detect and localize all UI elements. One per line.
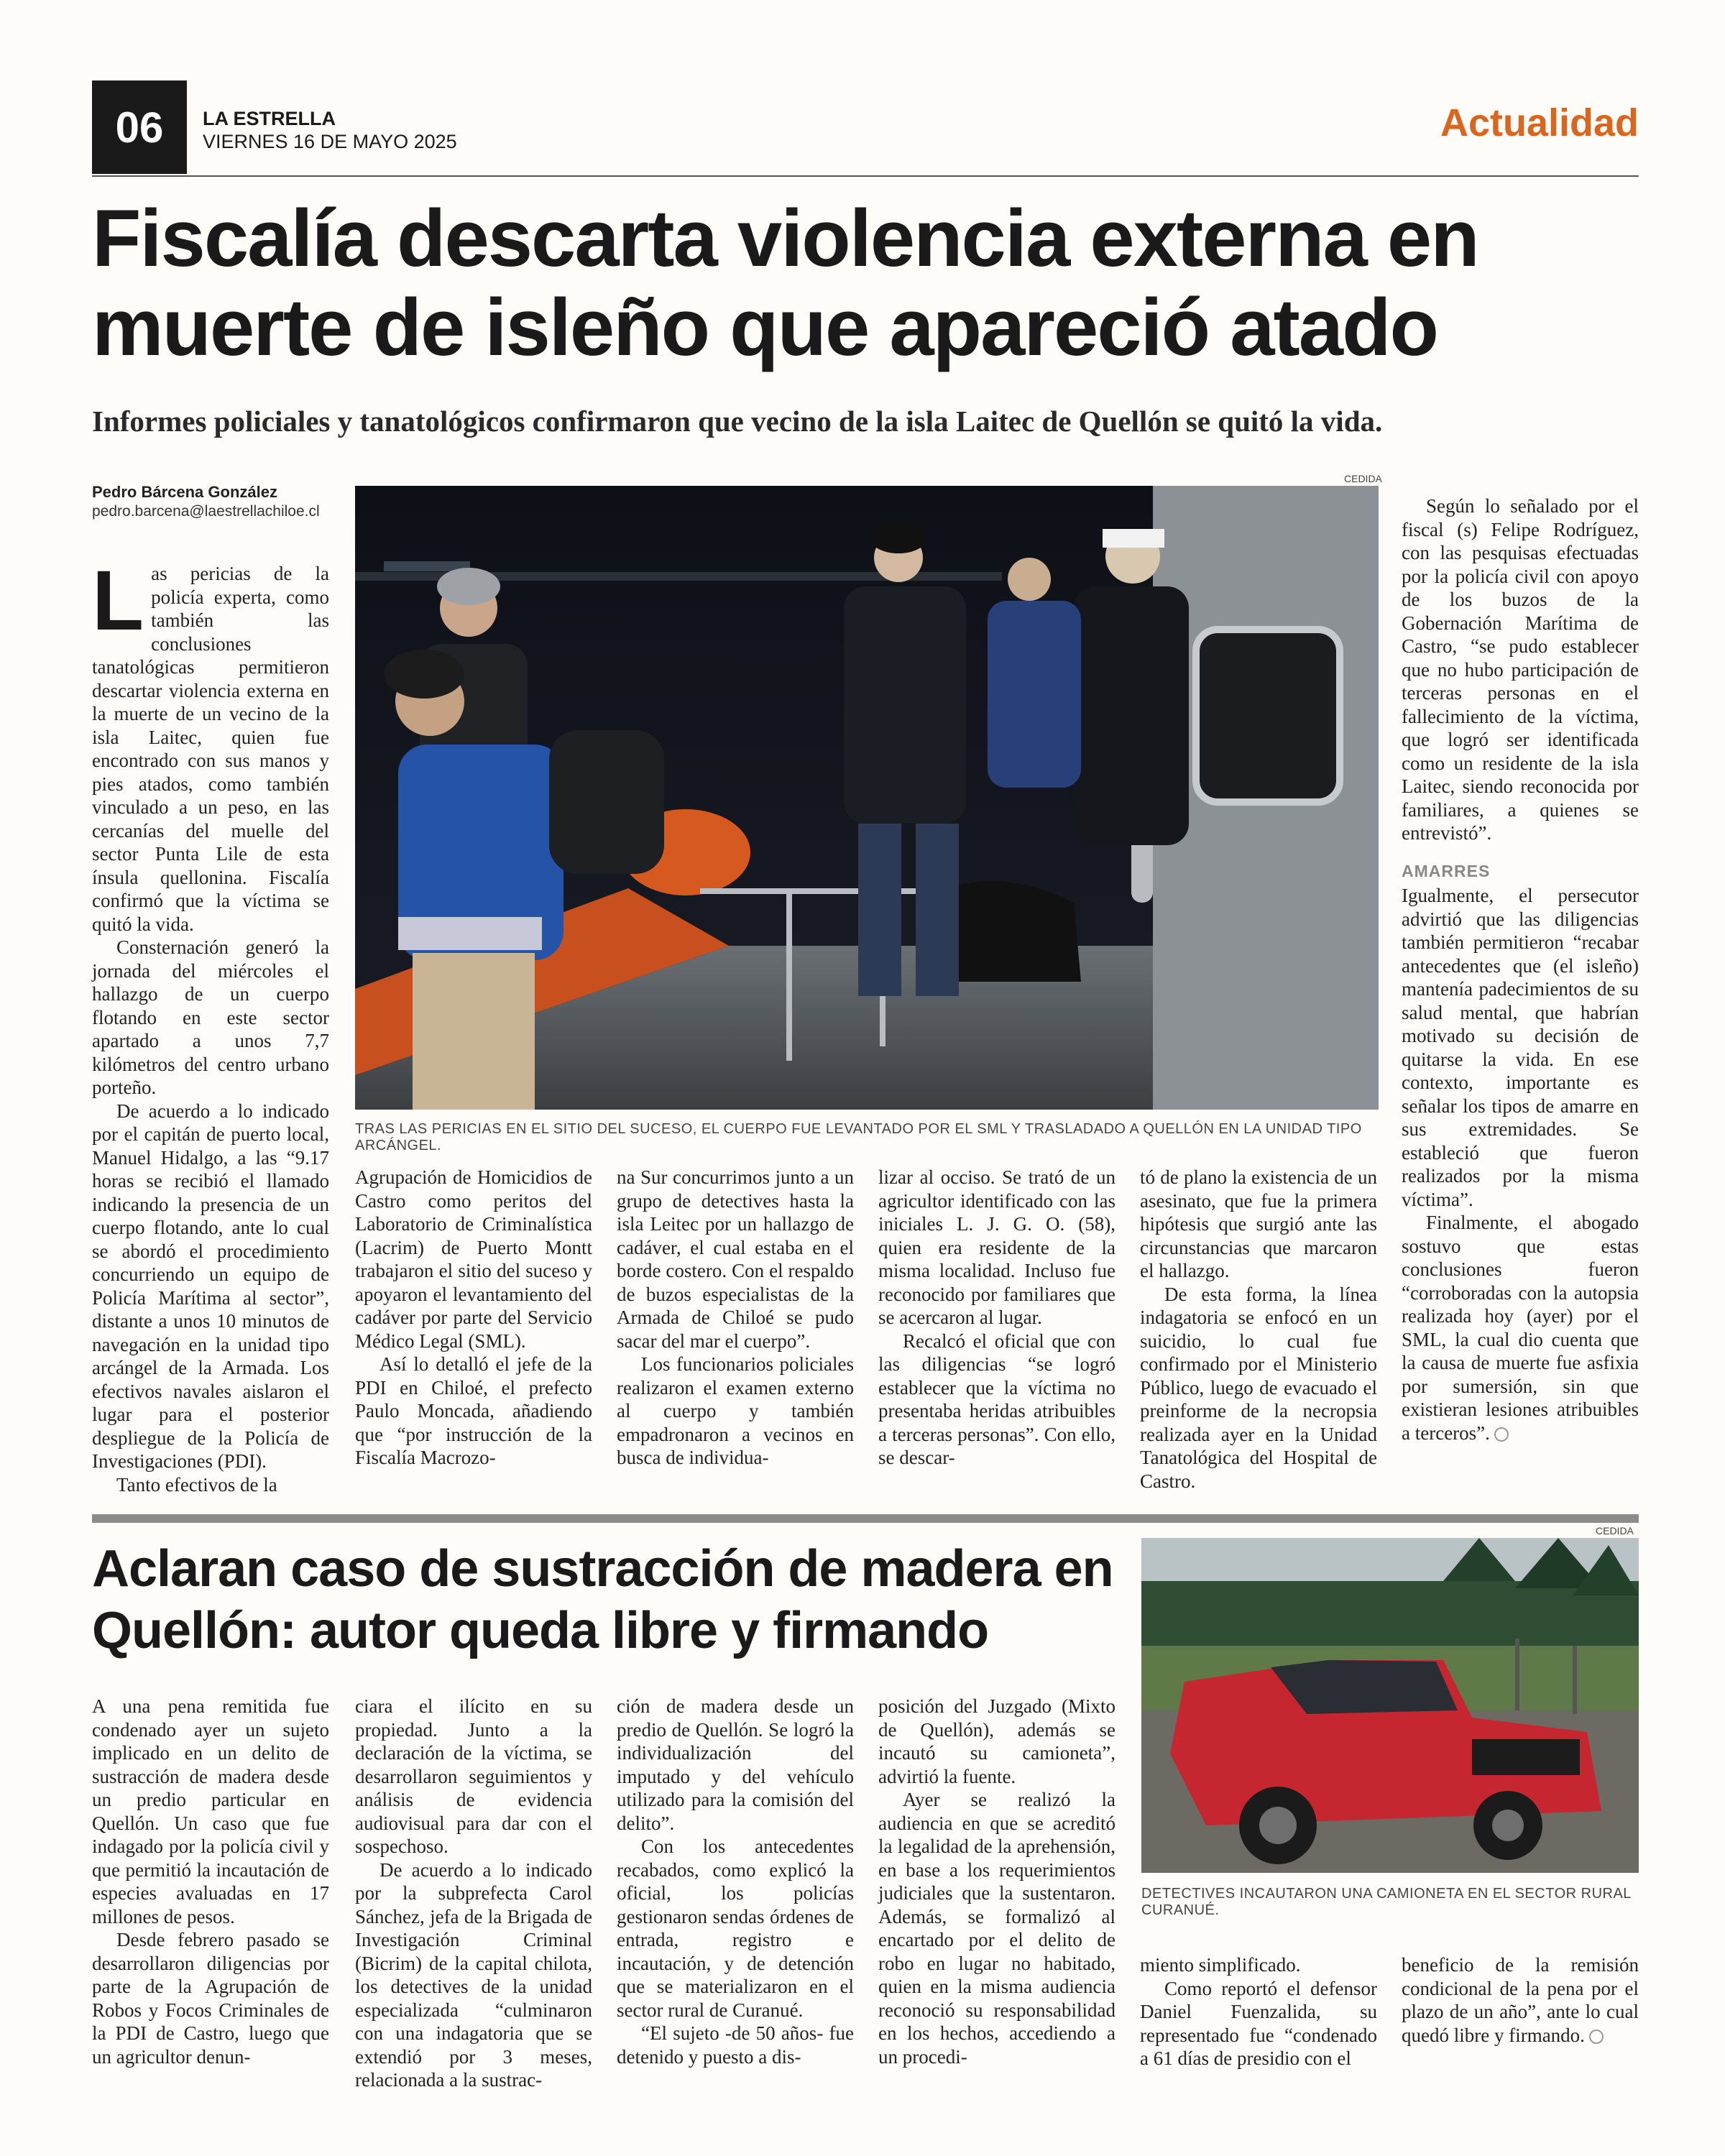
paragraph: miento simplificado. bbox=[1140, 1954, 1301, 1976]
paragraph: ciara el ilícito en su propiedad. Junto a la declaración de la víctima, se desarrollaron seguimientos y análisis de evidencia audiovisual para dar con el sospechoso. bbox=[355, 1695, 592, 1857]
paragraph: Recalcó el oficial que con las diligencias “se logró establecer que la víctima no presentaba heridas atribuibles a terceras personas”. Con ello, se descar- bbox=[878, 1330, 1116, 1468]
article2-photo bbox=[1141, 1538, 1639, 1873]
paragraph: ción de madera desde un predio de Quellón. Se logró la individualización del imputado y del vehículo utilizado para la comisión del delito”. bbox=[617, 1695, 854, 1834]
paragraph: De acuerdo a lo indicado por la subprefecta Carol Sánchez, jefa de la Brigada de Investigación Criminal (Bicrim) de la capital chilota, los detectives de la unidad especializada “culminaron con una indagatoria que se extendió por 3 meses, relacionada a la sustrac- bbox=[355, 1858, 592, 2091]
section-label: Actualidad bbox=[1440, 101, 1639, 144]
headline-line: Fiscalía descarta violencia externa en bbox=[92, 193, 1478, 283]
paragraph: Con los antecedentes recabados, como explicó la oficial, los policías gestionaron sendas órdenes de entrada, registro e incautación, y de detención que se materializaron en el sector rural de Curanué. bbox=[617, 1835, 854, 2021]
boat-night-photo bbox=[355, 486, 1379, 1110]
paragraph: na Sur concurrimos junto a un grupo de detectives hasta la isla Leitec por un hallazgo de cadáver, el cual estaba en el borde costero. Con el respaldo de buzos especialistas de la Armada de Chiloé se pudo sacar del mar el cuerpo”. bbox=[617, 1166, 854, 1352]
article1-photo-caption: TRAS LAS PERICIAS EN EL SITIO DEL SUCESO, EL CUERPO FUE LEVANTADO POR EL SML Y TRASLADADO A QUELLÓN EN LA UNIDAD TIPO ARCÁNGEL. bbox=[355, 1121, 1362, 1153]
paragraph: Desde febrero pasado se desarrollaron diligencias por parte de la Agrupación de Robos y Focos Criminales de la PDI de Castro, luego que un agricultor denun- bbox=[92, 1929, 329, 2068]
headline-line: Quellón: autor queda libre y firmando bbox=[92, 1602, 989, 1659]
article1-headline bbox=[92, 194, 1639, 372]
issue-date: VIERNES 16 DE MAYO 2025 bbox=[203, 131, 457, 152]
article1-photo bbox=[355, 486, 1379, 1110]
page-number: 06 bbox=[92, 80, 187, 174]
paragraph: beneficio de la remisión condicional de la pena por el plazo de un año”, ante lo cual quedó libre y firmando. bbox=[1402, 1954, 1639, 2046]
drop-cap: L bbox=[92, 553, 144, 648]
paragraph: Los funcionarios policiales realizaron el examen externo al cuerpo y también empadronaron a vecinos en busca de individua- bbox=[617, 1353, 854, 1468]
photo-credit: CEDIDA bbox=[1596, 1525, 1634, 1537]
headline-line: muerte de isleño que apareció atado bbox=[92, 282, 1438, 372]
article1-column-4 bbox=[878, 1166, 1116, 1470]
paragraph: De esta forma, la línea indagatoria se enfocó en un suicidio, lo cual fue confirmado por el Ministerio Público, luego de evacuado el preinforme de la necropsia realizada ayer en la Unidad Tanatológica del Hospital de Castro. bbox=[1140, 1283, 1377, 1492]
subheading: AMARRES bbox=[1402, 861, 1491, 880]
article2-column-1 bbox=[92, 1695, 329, 2068]
paragraph: Agrupación de Homicidios de Castro como peritos del Laboratorio de Criminalística (Lacrim) de Puerto Montt trabajaron el sitio del suceso y apoyaron el levantamiento del cadáver por parte del Servicio Médico Legal (SML). bbox=[355, 1166, 592, 1352]
paragraph: Las pericias de la policía experta, como también las conclusiones tanatológicas permitieron descartar violencia externa en la muerte de un vecino de la isla Laitec, quien fue encontrado con sus manos y pies atados, como también vinculado a un peso, en las cercanías del muelle del sector Punta Lile de esta ínsula quellonina. Fiscalía confirmó que la víctima se quitó la vida. bbox=[92, 553, 329, 935]
article2-photo-caption: DETECTIVES INCAUTARON UNA CAMIONETA EN EL SECTOR RURAL CURANUÉ. bbox=[1141, 1886, 1632, 1918]
paragraph: Como reportó el defensor Daniel Fuenzalida, su representado fue “condenado a 61 días de presidio con el bbox=[1140, 1977, 1377, 2069]
author-email: pedro.barcena@laestrellachiloe.cl bbox=[92, 503, 320, 520]
article2-headline bbox=[92, 1538, 1127, 1662]
article1-lede: Informes policiales y tanatológicos confirmaron que vecino de la isla Laitec de Quellón se quitó la vida. bbox=[92, 405, 1383, 438]
paragraph: A una pena remitida fue condenado ayer un sujeto implicado en un delito de sustracción de madera desde un predio particular en Quellón. Un caso que fue indagado por la policía civil y que permitió la incautación de especies avaluadas en 17 millones de pesos. bbox=[92, 1695, 329, 1927]
article2-column-2 bbox=[355, 1695, 592, 2092]
paragraph: Finalmente, el abogado sostuvo que estas conclusiones fueron “corroboradas con la autopsia realizada hoy (ayer) por el SML, la cual dio cuenta que la causa de muerte fue asfixia por sumersión, sin que existieran lesiones atribuibles a terceros”. bbox=[1402, 1212, 1639, 1444]
article2-column-6 bbox=[1402, 1953, 1639, 2047]
paragraph: Según lo señalado por el fiscal (s) Felipe Rodríguez, con las pesquisas efectuadas por la policía civil con apoyo de los buzos de la Gobernación Marítima de Castro, “se pudo establecer que no hubo participación de terceras personas en el fallecimiento de la víctima, que logró ser identificada como un residente de la isla Laitec, siendo reconocida por familiares, a quienes se entrevistó”. bbox=[1402, 495, 1639, 844]
newspaper-name: LA ESTRELLA bbox=[203, 108, 336, 129]
paragraph: Consternación generó la jornada del miércoles el hallazgo de un cuerpo flotando en este sector apartado a unos 7,7 kilómetros del centro urbano porteño. bbox=[92, 936, 329, 1098]
end-mark-icon bbox=[1589, 2030, 1604, 2044]
article-separator bbox=[92, 1514, 1639, 1523]
article2-column-5 bbox=[1140, 1953, 1377, 2070]
paragraph: Tanto efectivos de la bbox=[116, 1473, 277, 1496]
paragraph: lizar al occiso. Se trató de un agricultor identificado con las iniciales L. J. G. O. (58), quien era residente de la misma localidad. Incluso fue reconocido por familiares que se acercaron al lugar. bbox=[878, 1166, 1116, 1328]
article1-column-2 bbox=[355, 1166, 592, 1470]
headline-line: Aclaran caso de sustracción de madera en bbox=[92, 1540, 1113, 1598]
photo-credit: CEDIDA bbox=[1344, 473, 1382, 484]
paragraph: tó de plano la existencia de un asesinato, que fue la primera hipótesis que surgió ante las circunstancias que marcaron el hallazgo. bbox=[1140, 1166, 1377, 1281]
paragraph: Ayer se realizó la audiencia en que se acreditó la legalidad de la aprehensión, en base a los requerimientos judiciales que la sustentaron. Además, se formalizó al encartado por el delito de robo en lugar no habitado, quien en la misma audiencia reconoció su responsabilidad en los hechos, accediendo a un procedi- bbox=[878, 1789, 1116, 2068]
article1-column-5 bbox=[1140, 1166, 1377, 1493]
paragraph: De acuerdo a lo indicado por el capitán de puerto local, Manuel Hidalgo, a las “9.17 horas se recibió el llamado indicando la presencia de un cuerpo flotando, ante lo cual se abordó el procedimiento concurriendo un equipo de Policía Marítima al sector”, distante a unos 10 minutos de navegación en la unidad tipo arcángel de la Armada. Los efectivos navales aislaron el lugar para el posterior despliegue de la Policía de Investigaciones (PDI). bbox=[92, 1100, 329, 1472]
paragraph: posición del Juzgado (Mixto de Quellón), además se incautó su camioneta”, advirtió la fuente. bbox=[878, 1695, 1116, 1787]
article1-column-1 bbox=[92, 553, 329, 1496]
article2-column-3 bbox=[617, 1695, 854, 2068]
paragraph: “El sujeto -de 50 años- fue detenido y puesto a dis- bbox=[617, 2022, 854, 2068]
header-rule bbox=[92, 175, 1639, 177]
article2-column-4 bbox=[878, 1695, 1116, 2068]
article1-column-3 bbox=[617, 1166, 854, 1470]
paragraph: Así lo detalló el jefe de la PDI en Chiloé, el prefecto Paulo Moncada, añadiendo que “por instrucción de la Fiscalía Macrozo- bbox=[355, 1353, 592, 1468]
paragraph: Igualmente, el persecutor advirtió que las diligencias también permitieron “recabar antecedentes que (el isleño) mantenía padecimientos de su salud mental, que habrían motivado su decisión de quitarse la vida. En ese contexto, importante es señalar los tipos de amarre en sus extremidades. Se estableció que fueron realizados por la misma víctima”. bbox=[1402, 885, 1639, 1210]
article1-column-6 bbox=[1402, 494, 1639, 1445]
author-name: Pedro Bárcena González bbox=[92, 483, 277, 501]
end-mark-icon bbox=[1494, 1427, 1509, 1442]
red-truck-photo bbox=[1141, 1538, 1639, 1873]
